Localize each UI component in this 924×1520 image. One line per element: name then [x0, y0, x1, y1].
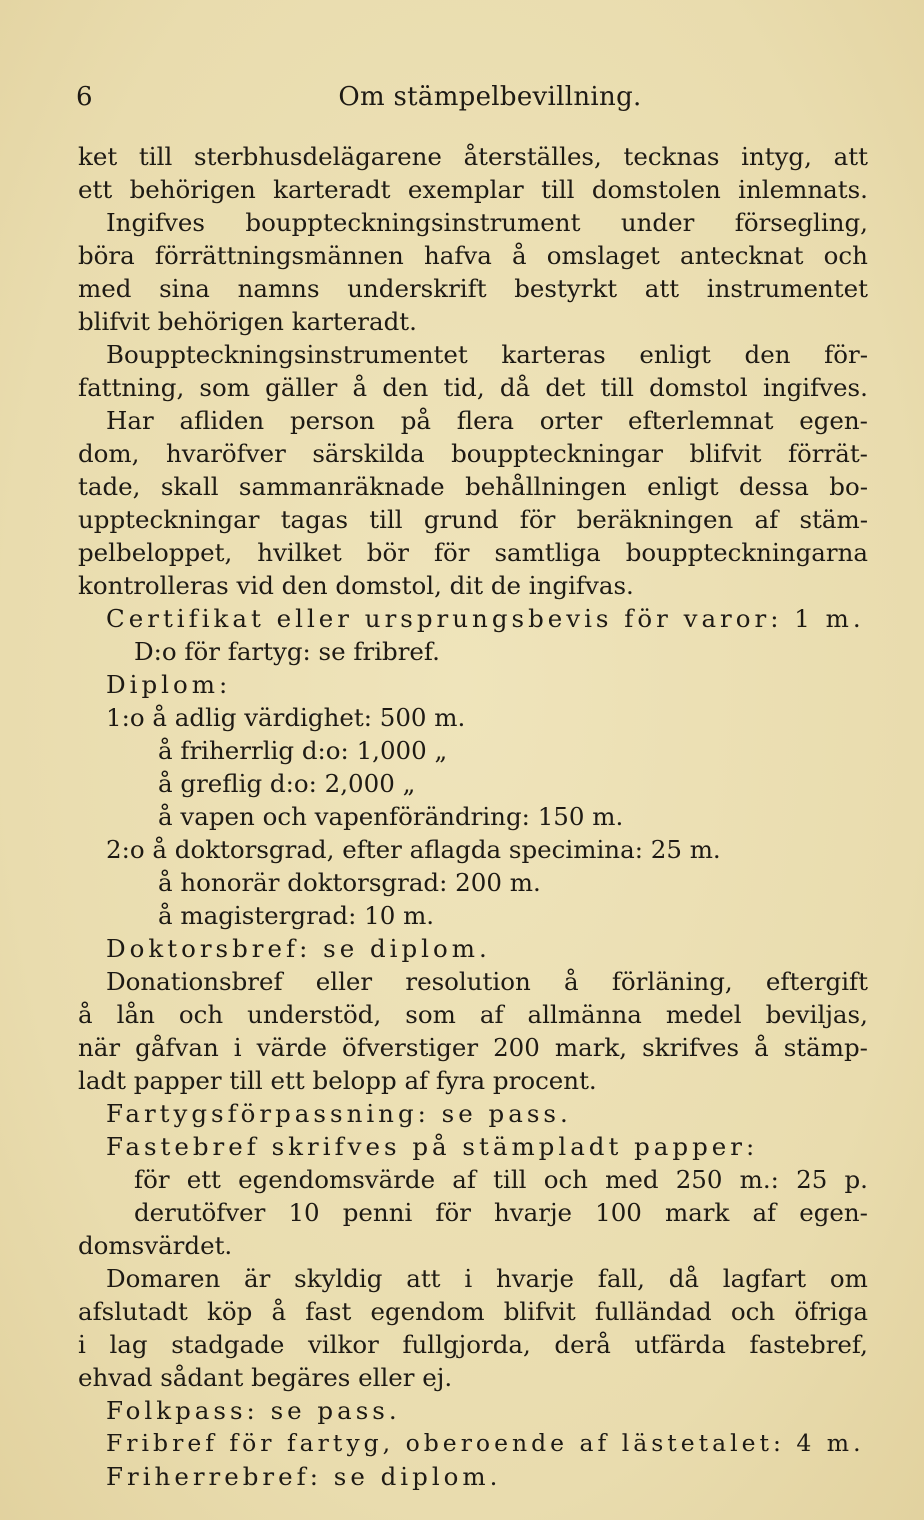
- text-line: Certifikat eller ursprungsbevis för varor: 1 m.: [106, 604, 865, 633]
- text-line: å magistergrad: 10 m.: [158, 901, 435, 930]
- text-line: å vapen och vapenförändring: 150 m.: [158, 802, 624, 831]
- text-line: 1:o å adlig värdighet: 500 m.: [106, 703, 466, 732]
- text-line: i lag stadgade vilkor fullgjorda, derå utfärda fastebref,: [78, 1330, 868, 1359]
- text-line: Doktorsbref: se diplom.: [106, 934, 491, 963]
- text-line: tade, skall sammanräknade behållningen enligt dessa bo-: [78, 472, 868, 501]
- text-line: Har afliden person på flera orter efterlemnat egen-: [106, 406, 868, 435]
- text-line: Ingifves bouppteckningsinstrument under försegling,: [106, 208, 868, 237]
- running-title: Om stämpelbevillning.: [338, 82, 642, 112]
- text-line: ehvad sådant begäres eller ej.: [78, 1363, 453, 1392]
- text-line: å friherrlig d:o: 1,000 „: [158, 736, 448, 765]
- text-line: D:o för fartyg: se fribref.: [134, 637, 440, 666]
- text-line: derutöfver 10 penni för hvarje 100 mark af egen-: [134, 1198, 868, 1227]
- text-line: 2:o å doktorsgrad, efter aflagda specimina: 25 m.: [106, 835, 721, 864]
- text-line: när gåfvan i värde öfverstiger 200 mark, skrifves å stämp-: [78, 1033, 868, 1062]
- text-line: Bouppteckningsinstrumentet karteras enligt den för-: [106, 340, 868, 369]
- text-line: domsvärdet.: [78, 1231, 233, 1260]
- text-line: Domaren är skyldig att i hvarje fall, då lagfart om: [106, 1264, 868, 1293]
- text-line: Diplom:: [106, 670, 232, 699]
- text-line: Friherrebref: se diplom.: [106, 1462, 502, 1491]
- text-line: böra förrättningsmännen hafva å omslaget antecknat och: [78, 241, 868, 270]
- text-line: ket till sterbhusdelägarene återställes, tecknas intyg, att: [78, 142, 868, 171]
- text-line: för ett egendomsvärde af till och med 250 m.: 25 p.: [134, 1165, 868, 1194]
- page-header: [76, 82, 864, 116]
- text-line: dom, hvaröfver särskilda bouppteckningar blifvit förrät-: [78, 439, 868, 468]
- text-line: Donationsbref eller resolution å förläning, eftergift: [106, 967, 868, 996]
- text-line: pelbeloppet, hvilket bör för samtliga bouppteckningarna: [78, 538, 868, 567]
- text-line: Fastebref skrifves på stämpladt papper:: [106, 1132, 759, 1161]
- text-line: ett behörigen karteradt exemplar till domstolen inlemnats.: [78, 175, 868, 204]
- text-line: å honorär doktorsgrad: 200 m.: [158, 868, 541, 897]
- text-line: Folkpass: se pass.: [106, 1396, 401, 1425]
- text-line: blifvit behörigen karteradt.: [78, 307, 417, 336]
- page-body: [78, 140, 868, 1493]
- text-line: med sina namns underskrift bestyrkt att instrumentet: [78, 274, 868, 303]
- text-line: å greflig d:o: 2,000 „: [158, 769, 416, 798]
- text-line: kontrolleras vid den domstol, dit de ingifvas.: [78, 571, 634, 600]
- text-line: fattning, som gäller å den tid, då det till domstol ingifves.: [78, 373, 868, 402]
- page-number: 6: [76, 82, 93, 112]
- text-line: Fartygsförpassning: se pass.: [106, 1099, 572, 1128]
- text-line: afslutadt köp å fast egendom blifvit fulländad och öfriga: [78, 1297, 868, 1326]
- text-line: ladt papper till ett belopp af fyra procent.: [78, 1066, 597, 1095]
- text-line: å lån och understöd, som af allmänna medel beviljas,: [78, 1000, 868, 1029]
- text-line: uppteckningar tagas till grund för beräkningen af stäm-: [78, 505, 868, 534]
- text-line: Fribref för fartyg, oberoende af lästetalet: 4 m.: [106, 1429, 865, 1457]
